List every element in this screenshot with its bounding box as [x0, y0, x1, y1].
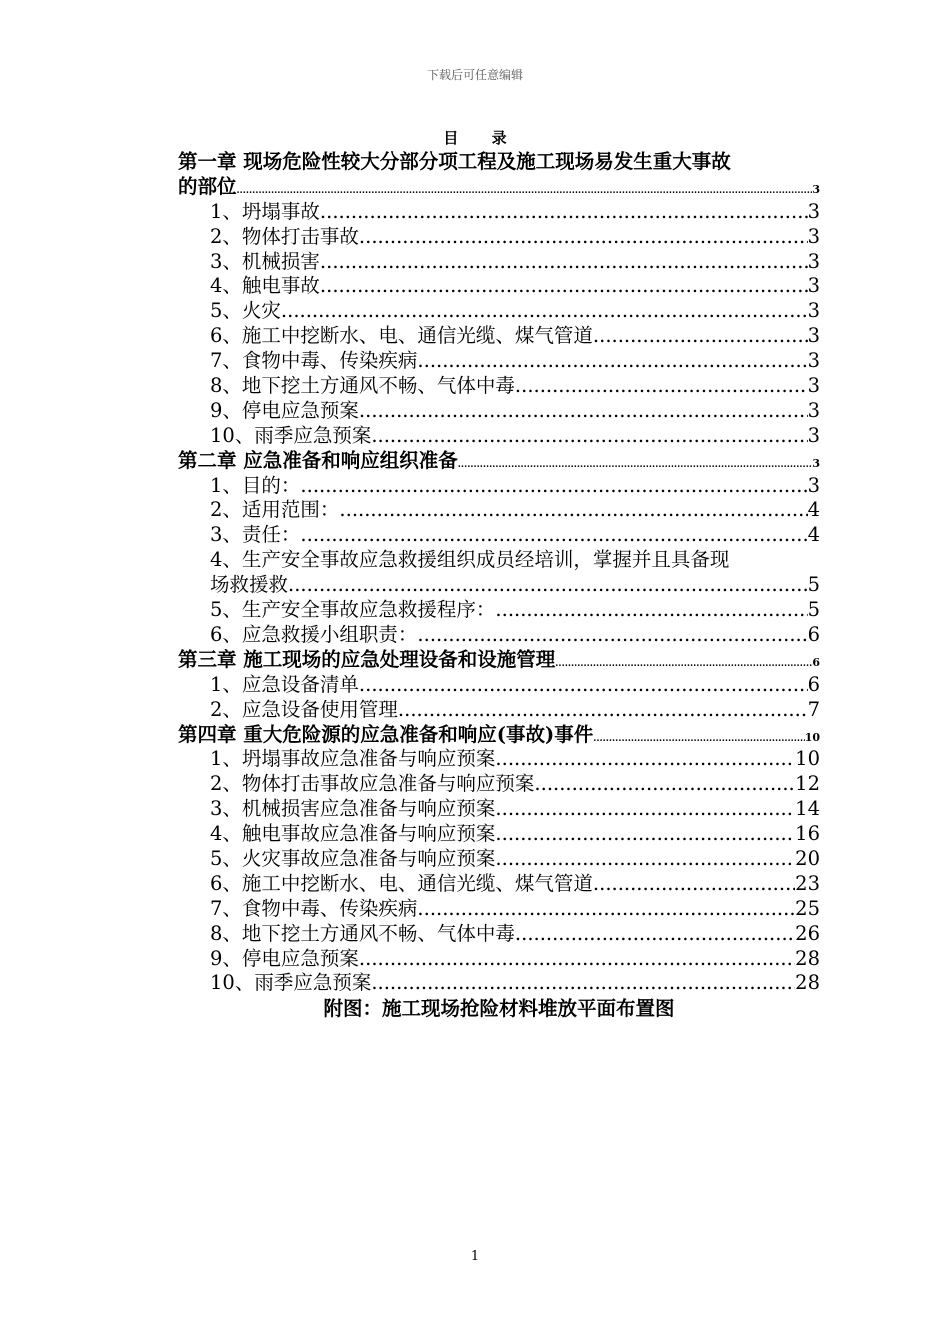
- toc-leader: [495, 747, 795, 772]
- toc-chapter-label: 第四章 重大危险源的应急准备和响应(事故)事件: [178, 722, 594, 746]
- table-of-contents: [178, 150, 820, 1022]
- toc-chapter-2[interactable]: [178, 449, 820, 474]
- toc-leader: [339, 498, 807, 523]
- toc-page-number: 5: [807, 598, 820, 622]
- toc-leader: [417, 897, 795, 922]
- toc-chapter-1-items: [178, 200, 820, 449]
- toc-item[interactable]: [178, 225, 820, 250]
- toc-item[interactable]: [178, 747, 820, 772]
- toc-page-number: 3: [807, 473, 820, 497]
- toc-item-label: 1、应急设备清单: [210, 672, 359, 696]
- toc-item-label: 1、目的：: [210, 473, 301, 497]
- toc-item[interactable]: [178, 822, 820, 847]
- toc-page-number: 3: [812, 456, 820, 470]
- toc-item[interactable]: [178, 324, 820, 349]
- toc-leader: [281, 299, 808, 324]
- toc-page-number: 20: [795, 846, 820, 870]
- toc-page-number: 25: [795, 896, 820, 920]
- toc-item[interactable]: [178, 797, 820, 822]
- toc-appendix[interactable]: 附图：施工现场抢险材料堆放平面布置图: [323, 997, 675, 1021]
- toc-page-number: 10: [795, 747, 820, 771]
- toc-page-number: 3: [807, 423, 820, 447]
- toc-page-number: 3: [807, 249, 820, 273]
- toc-item[interactable]: [178, 698, 820, 723]
- toc-chapter-3-items: [178, 673, 820, 723]
- toc-item[interactable]: [178, 374, 820, 399]
- toc-page-number: 23: [795, 871, 820, 895]
- toc-chapter-4[interactable]: [178, 723, 820, 748]
- toc-item[interactable]: [178, 474, 820, 499]
- toc-item[interactable]: [178, 598, 820, 623]
- toc-item-label: 6、施工中挖断水、电、通信光缆、煤气管道: [210, 871, 593, 895]
- toc-item[interactable]: [178, 250, 820, 275]
- page-number: 1: [470, 1249, 480, 1264]
- toc-page-number: 3: [807, 324, 820, 348]
- toc-page-number: 6: [807, 672, 820, 696]
- toc-item-label: 4、触电事故: [210, 274, 320, 298]
- toc-page-number: 16: [795, 822, 820, 846]
- toc-chapter-3[interactable]: [178, 648, 820, 673]
- toc-item-label: 10、雨季应急预案: [210, 971, 372, 995]
- toc-leader: [320, 274, 808, 299]
- toc-item-line1: 4、生产安全事故应急救援组织成员经培训，掌握并且具备现: [210, 548, 730, 572]
- toc-item[interactable]: [178, 922, 820, 947]
- toc-item[interactable]: [178, 971, 820, 996]
- toc-item-line2: 场救援救: [210, 573, 289, 597]
- toc-leader: [398, 698, 808, 723]
- toc-leader: [495, 822, 795, 847]
- toc-item-label: 1、坍塌事故: [210, 199, 320, 223]
- toc-item-label: 7、食物中毒、传染疾病: [210, 896, 418, 920]
- toc-leader: [300, 474, 807, 499]
- toc-leader: [495, 598, 807, 623]
- toc-page-number: 6: [812, 655, 820, 669]
- toc-chapter-label: 第二章 应急准备和响应组织准备: [178, 448, 458, 472]
- toc-page-number: 3: [812, 182, 820, 196]
- toc-page-number: 14: [795, 797, 820, 821]
- toc-leader: [495, 847, 795, 872]
- toc-page-number: 7: [807, 697, 820, 721]
- toc-page-number: 28: [795, 946, 820, 970]
- toc-leader: [359, 399, 808, 424]
- toc-item[interactable]: [178, 399, 820, 424]
- toc-item-label: 3、机械损害: [210, 249, 320, 273]
- toc-chapter-label: 第三章 施工现场的应急处理设备和设施管理: [178, 647, 556, 671]
- toc-item-label: 2、物体打击事故: [210, 224, 359, 248]
- toc-page-number: 3: [807, 274, 820, 298]
- toc-page-number: 3: [807, 398, 820, 422]
- toc-item-label: 9、停电应急预案: [210, 398, 359, 422]
- toc-item-label: 7、食物中毒、传染疾病: [210, 349, 418, 373]
- toc-leader: [515, 374, 808, 399]
- toc-item-label: 2、适用范围：: [210, 498, 340, 522]
- toc-item-label: 5、火灾事故应急准备与响应预案: [210, 846, 496, 870]
- toc-item-label: 2、应急设备使用管理: [210, 697, 398, 721]
- toc-item-label: 10、雨季应急预案: [210, 423, 372, 447]
- toc-item[interactable]: [178, 623, 820, 648]
- toc-item-label: 5、生产安全事故应急救援程序：: [210, 598, 496, 622]
- toc-page-number: 26: [795, 921, 820, 945]
- toc-item-label: 5、火灾: [210, 299, 281, 323]
- toc-item-label: 6、施工中挖断水、电、通信光缆、煤气管道: [210, 324, 593, 348]
- toc-item[interactable]: [178, 299, 820, 324]
- toc-leader: [534, 772, 795, 797]
- toc-item[interactable]: [178, 349, 820, 374]
- toc-leader: [417, 349, 807, 374]
- toc-page-number: 3: [807, 374, 820, 398]
- toc-page-number: 12: [795, 772, 820, 796]
- toc-item-label: 9、停电应急预案: [210, 946, 359, 970]
- toc-item-label: 2、物体打击事故应急准备与响应预案: [210, 772, 535, 796]
- toc-leader: [359, 225, 808, 250]
- toc-chapter-4-items: [178, 747, 820, 996]
- toc-chapter-1-line1: 第一章 现场危险性较大分部分项工程及施工现场易发生重大事故: [178, 150, 731, 173]
- toc-page-number: 10: [804, 730, 820, 744]
- toc-item-label: 6、应急救援小组职责：: [210, 622, 418, 646]
- toc-page-number: 3: [807, 349, 820, 373]
- toc-leader: [495, 797, 795, 822]
- toc-item-label: 8、地下挖土方通风不畅、气体中毒: [210, 374, 515, 398]
- toc-item-label: 3、机械损害应急准备与响应预案: [210, 797, 496, 821]
- toc-leader: [593, 324, 808, 349]
- toc-page-number: 28: [795, 971, 820, 995]
- toc-item[interactable]: [178, 772, 820, 797]
- toc-page-number: 6: [807, 622, 820, 646]
- toc-leader: [320, 200, 808, 225]
- toc-item[interactable]: [178, 523, 820, 548]
- toc-chapter-1[interactable]: [178, 150, 820, 200]
- toc-leader: [320, 250, 808, 275]
- toc-item[interactable]: [178, 274, 820, 299]
- toc-item[interactable]: [178, 947, 820, 972]
- toc-item[interactable]: [178, 847, 820, 872]
- toc-leader: [417, 623, 807, 648]
- toc-page-number: 3: [807, 224, 820, 248]
- toc-chapter-2-item-4[interactable]: [178, 548, 820, 598]
- toc-item[interactable]: [178, 200, 820, 225]
- toc-item[interactable]: [178, 897, 820, 922]
- toc-item[interactable]: [178, 498, 820, 523]
- toc-leader: [359, 673, 808, 698]
- toc-page-number: 4: [807, 498, 820, 522]
- toc-item-label: 3、责任：: [210, 523, 301, 547]
- toc-item-label: 4、触电事故应急准备与响应预案: [210, 822, 496, 846]
- toc-item-label: 1、坍塌事故应急准备与响应预案: [210, 747, 496, 771]
- toc-chapter-2-items: [178, 474, 820, 549]
- page-header: 下载后可任意编辑: [426, 68, 523, 82]
- toc-item[interactable]: [178, 424, 820, 449]
- toc-leader: [593, 872, 795, 897]
- toc-page-number: 3: [807, 199, 820, 223]
- toc-leader: [288, 573, 808, 598]
- toc-chapter-2-items-b: [178, 598, 820, 648]
- toc-page-number: 4: [807, 523, 820, 547]
- toc-leader: [300, 523, 807, 548]
- toc-leader: [515, 922, 795, 947]
- toc-chapter-1-line2: 的部位: [178, 174, 237, 198]
- toc-item[interactable]: [178, 673, 820, 698]
- toc-title: 目 录: [443, 129, 521, 147]
- toc-item[interactable]: [178, 872, 820, 897]
- toc-page-number: 3: [807, 299, 820, 323]
- toc-leader: [359, 947, 795, 972]
- toc-leader: [371, 971, 795, 996]
- toc-leader: [371, 424, 807, 449]
- toc-item-label: 8、地下挖土方通风不畅、气体中毒: [210, 921, 515, 945]
- toc-page-number: 5: [807, 573, 820, 597]
